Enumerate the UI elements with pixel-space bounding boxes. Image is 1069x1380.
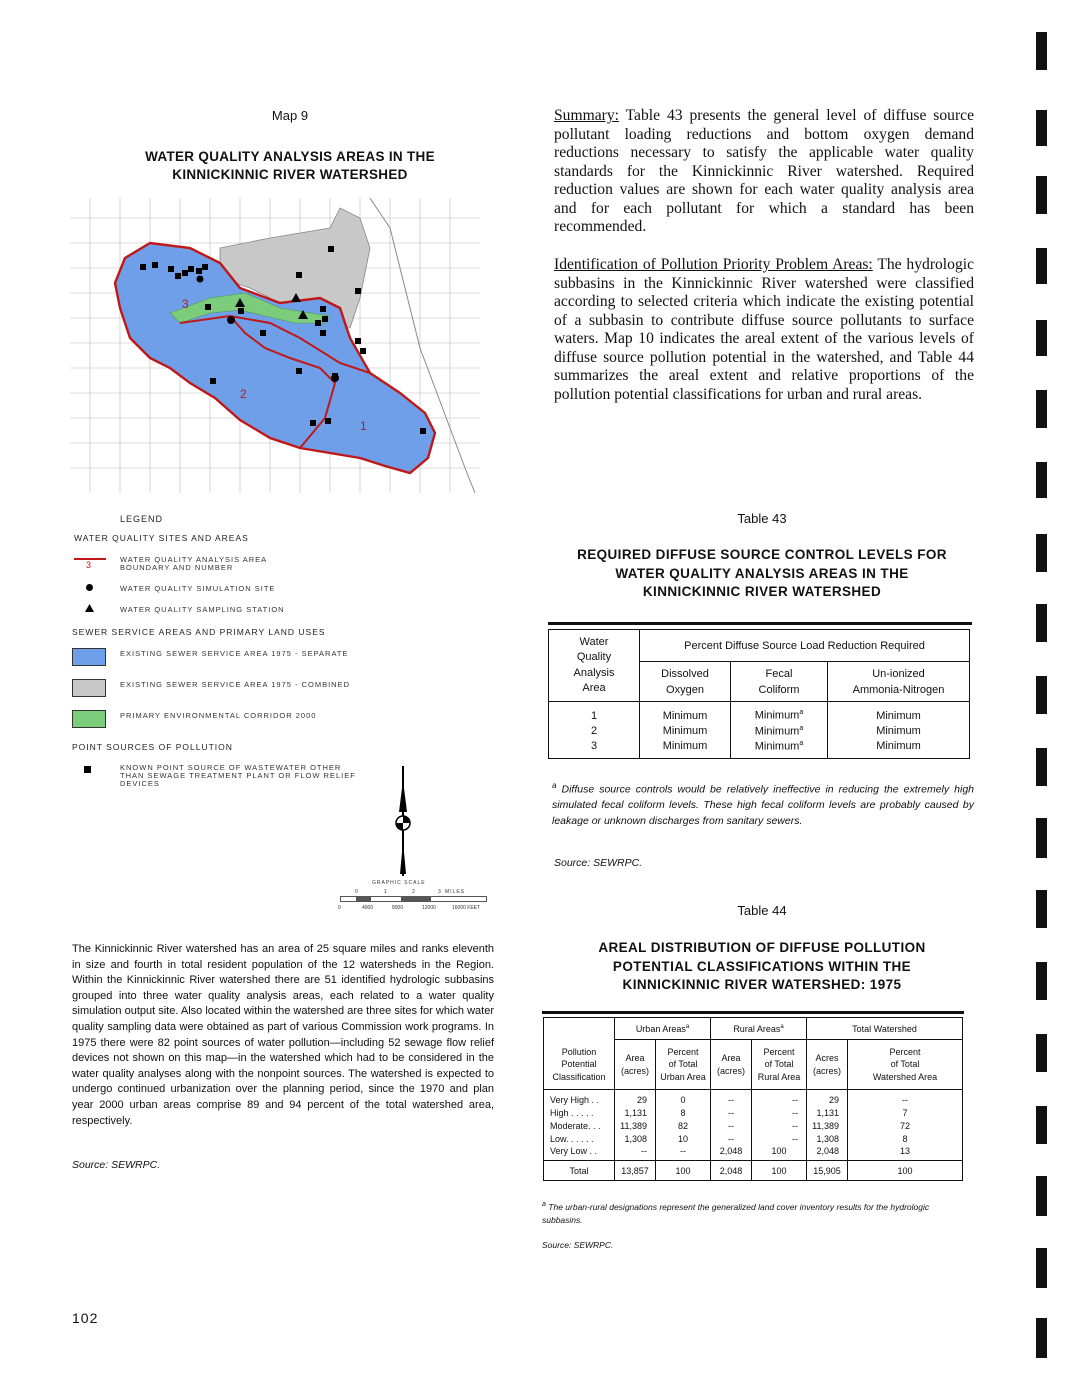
table43-heading: REQUIRED DIFFUSE SOURCE CONTROL LEVELS FOR WATER QUALITY ANALYSIS AREAS IN THE KINNICKINNIC RIVER WATERSHED [577, 547, 947, 599]
identification-heading: Identification of Pollution Priority Problem Areas: [554, 256, 873, 273]
table43-rule [548, 622, 972, 625]
legend-separate: EXISTING SEWER SERVICE AREA 1975 - SEPARATE [120, 649, 349, 658]
table44-rule [542, 1011, 964, 1014]
table44-subcol: Percent of Total Watershed Area [848, 1040, 963, 1090]
corridor-swatch [72, 710, 106, 728]
edge-bar [1036, 1318, 1047, 1358]
table44-group-total: Total Watershed [807, 1018, 963, 1040]
table43-label: Table 43 [737, 511, 787, 526]
table-row: Very Low . . -- -- 2,048 100 2,048 13 [544, 1146, 963, 1161]
table43-source: Source: SEWRPC. [554, 857, 643, 869]
table44-heading: AREAL DISTRIBUTION OF DIFFUSE POLLUTION POTENTIAL CLASSIFICATIONS WITHIN THE KINNICKINNIC RIVER WATERSHED: 1975 [598, 940, 926, 992]
edge-bar [1036, 962, 1047, 1000]
summary-heading: Summary: [554, 107, 619, 124]
table-row: Low. . . . . . 1,308 10 -- -- 1,308 8 [544, 1133, 963, 1146]
table44-label: Table 44 [737, 903, 787, 918]
table44-subcol: Percent of Total Urban Area [656, 1040, 711, 1090]
edge-bar [1036, 1034, 1047, 1072]
edge-bar [1036, 110, 1047, 146]
scale-mile-2: 2 [412, 889, 415, 895]
identification-paragraph: Identification of Pollution Priority Problem Areas: The hydrologic subbasins in the Kinnickinnic River watershed were classified according to selected criteria which indicate the existing potential of a subbasin to contribute diffuse source pollutants to surface waters. Map 10 indicates the areal extent of the various levels of diffuse source pollution potential in the watershed, and Table 44 summarizes the areal extent and relative proportions of the pollution potential classifications for urban and rural areas. [554, 256, 974, 403]
legend-combined: EXISTING SEWER SERVICE AREA 1975 - COMBINED [120, 680, 350, 689]
summary-paragraph: Summary: Table 43 presents the general level of diffuse source pollutant loading reductions and bottom oxygen demand reductions necessary to satisfy the applicable water quality standards for the Kinnickinnic River watershed. Required reduction values are shown for each water quality analysis area and for each pollutant for which a standard has been recommended. [554, 107, 974, 235]
edge-bar [1036, 176, 1047, 214]
area-number: 2 [240, 387, 247, 401]
table43-col-ammonia: Un-ionized Ammonia-Nitrogen [828, 662, 970, 702]
edge-bar [1036, 32, 1047, 70]
scale-miles-label: MILES [445, 889, 466, 895]
edge-bar [1036, 1106, 1047, 1144]
scale-mile-1: 1 [384, 889, 387, 895]
table-row: 2 Minimum Minimum$^a$ Minimum [549, 724, 970, 739]
table-total-row: Total 13,857 100 2,048 100 15,905 100 [544, 1161, 963, 1181]
scale-mile-3: 3 [438, 889, 441, 895]
table44-subcol: Area (acres) [615, 1040, 656, 1090]
table44-source: Source: SEWRPC. [542, 1240, 614, 1250]
edge-bar [1036, 1248, 1047, 1288]
table44-group-rural: Rural Areas$^a$ [711, 1018, 807, 1040]
edge-bar [1036, 604, 1047, 642]
legend-section-point: POINT SOURCES OF POLLUTION [72, 742, 233, 752]
separate-swatch [72, 648, 106, 666]
table44 [543, 1017, 963, 1181]
table-row: 1 Minimum Minimum$^a$ Minimum [549, 702, 970, 724]
legend-corridor: PRIMARY ENVIRONMENTAL CORRIDOR 2000 [120, 711, 317, 720]
north-arrow-icon [388, 766, 418, 878]
table-row: 3 Minimum Minimum$^a$ Minimum [549, 739, 970, 759]
legend-sampling-station: WATER QUALITY SAMPLING STATION [120, 605, 285, 614]
map-heading: WATER QUALITY ANALYSIS AREAS IN THE KINNICKINNIC RIVER WATERSHED [145, 149, 435, 182]
scale-bar [340, 896, 487, 902]
table43-group-header: Percent Diffuse Source Load Reduction Required [640, 630, 970, 662]
boundary-number: 3 [86, 560, 92, 570]
scale-feet-4: 16000 FEET [452, 905, 481, 911]
legend-boundary-label: WATER QUALITY ANALYSIS AREA BOUNDARY AND NUMBER [120, 555, 267, 572]
table-row: High . . . . . 1,131 8 -- -- 1,131 7 [544, 1107, 963, 1120]
edge-bar [1036, 818, 1047, 858]
legend-point-source: KNOWN POINT SOURCE OF WASTEWATER OTHER THAN SEWAGE TREATMENT PLANT OR FLOW RELIEF DEVICES [120, 763, 356, 788]
edge-bar [1036, 248, 1047, 284]
map-label: Map 9 [271, 108, 309, 123]
sampling-station-icon [85, 604, 94, 613]
legend-title: LEGEND [120, 514, 164, 524]
table44-first-col-header: Pollution Potential Classification [544, 1018, 615, 1090]
edge-bar [1036, 320, 1047, 356]
legend-simulation-site: WATER QUALITY SIMULATION SITE [120, 584, 276, 593]
edge-bar [1036, 390, 1047, 428]
table44-footnote: $^a$ The urban-rural designations represent the generalized land cover inventory results for the hydrologic subbasins. [542, 1201, 930, 1225]
point-source-icon [84, 766, 91, 773]
table43-col-fecal: Fecal Coliform [731, 662, 828, 702]
scale-feet-1: 4000 [362, 905, 374, 911]
scale-feet-2: 8000 [392, 905, 404, 911]
table44-subcol: Acres (acres) [807, 1040, 848, 1090]
table44-subcol: Percent of Total Rural Area [752, 1040, 807, 1090]
table43-row-header: Water Quality Analysis Area [549, 630, 640, 702]
table-row: Very High . . 29 0 -- -- 29 -- [544, 1090, 963, 1107]
scale-feet-0: 0 [338, 905, 341, 911]
table43-col-do: Dissolved Oxygen [640, 662, 731, 702]
area-number: 3 [182, 297, 189, 311]
table43 [548, 629, 970, 759]
scale-title: GRAPHIC SCALE [372, 880, 426, 886]
edge-bar [1036, 676, 1047, 714]
simulation-site-icon [86, 584, 93, 591]
edge-bar [1036, 890, 1047, 928]
scale-mile-0: 0 [355, 889, 358, 895]
edge-bar [1036, 462, 1047, 498]
combined-swatch [72, 679, 106, 697]
scale-feet-3: 12000 [422, 905, 436, 911]
area-number: 1 [360, 419, 367, 433]
page-number: 102 [72, 1310, 99, 1326]
table44-subcol: Area (acres) [711, 1040, 752, 1090]
watershed-map [70, 198, 480, 493]
legend-section-sewer: SEWER SERVICE AREAS AND PRIMARY LAND USES [72, 627, 326, 637]
edge-bar [1036, 748, 1047, 786]
edge-bar [1036, 534, 1047, 572]
legend-section-sites: WATER QUALITY SITES AND AREAS [74, 533, 249, 543]
table43-footnote: $^a$ Diffuse source controls would be relatively ineffective in reducing the extremely high simulated fecal coliform levels. These high fecal coliform levels are probably caused by leakage or unknown discharges from sanitary sewers. [552, 781, 974, 827]
body-source: Source: SEWRPC. [72, 1159, 161, 1171]
table-row: Moderate. . . 11,389 82 -- -- 11,389 72 [544, 1120, 963, 1133]
table44-group-urban: Urban Areas$^a$ [615, 1018, 711, 1040]
edge-bar [1036, 1176, 1047, 1216]
body-paragraph: The Kinnickinnic River watershed has an area of 25 square miles and ranks eleventh in size and fourth in total resident population of the 12 watersheds in the Region. Within the Kinnickinnic River watershed there are 51 identified hydrologic subbasins grouped into three water quality analysis areas, each related to a water quality simulation output site. Also located within the watershed are three sites for which water quality sampling data were obtained as part of various Commission work programs. In 1975 there were 82 point sources of water pollution—including 52 sewage flow relief devices not shown on this map—in the watershed which had to be considered in the water quality analyses along with the nonpoint sources. The watershed is expected to undergo continued urbanization over the planning period, since the 1970 and plan year 2000 urban areas comprise 89 and 94 percent of the total watershed area, respectively. [72, 943, 494, 1127]
